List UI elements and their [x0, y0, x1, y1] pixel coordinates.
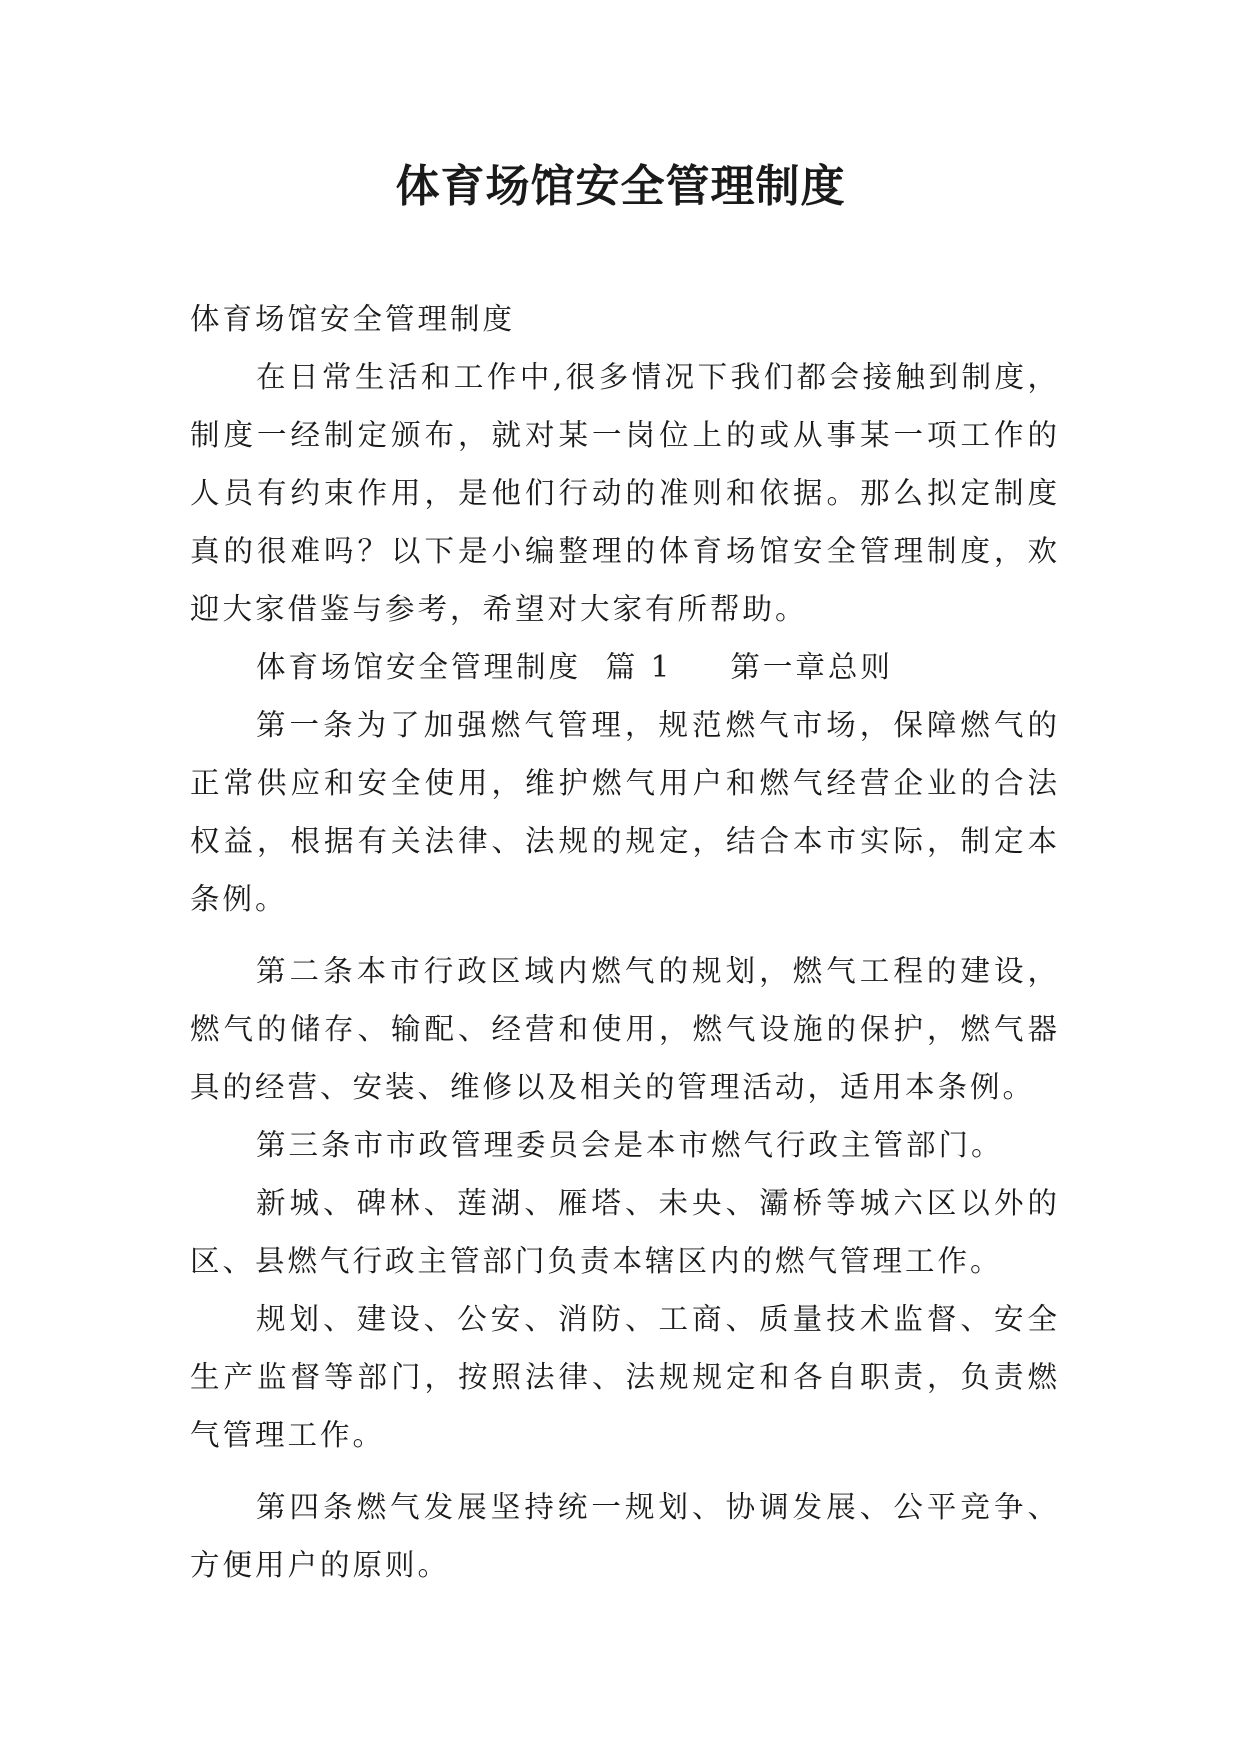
part-label: 体育场馆安全管理制度 篇 1	[256, 650, 673, 684]
document-subtitle: 体育场馆安全管理制度	[190, 302, 516, 336]
article-paragraph: 第四条燃气发展坚持统一规划、协调发展、公平竞争、方便用户的原则。	[190, 1490, 1060, 1582]
document-title: 体育场馆安全管理制度	[395, 161, 846, 212]
section-heading	[190, 638, 1060, 696]
document-body	[190, 290, 1060, 1594]
article-paragraph: 第二条本市行政区域内燃气的规划，燃气工程的建设，燃气的储存、输配、经营和使用，燃气设施的保护，燃气器具的经营、安装、维修以及相关的管理活动，适用本条例。	[190, 954, 1060, 1104]
intro-paragraph: 在日常生活和工作中,很多情况下我们都会接触到制度，制度一经制定颁布，就对某一岗位上的或从事某一项工作的人员有约束作用，是他们行动的准则和依据。那么拟定制度真的很难吗？以下是小编整理的体育场馆安全管理制度，欢迎大家借鉴与参考，希望对大家有所帮助。	[190, 360, 1060, 626]
article-paragraph: 第三条市市政管理委员会是本市燃气行政主管部门。	[256, 1128, 1004, 1162]
article-paragraph: 第一条为了加强燃气管理，规范燃气市场，保障燃气的正常供应和安全使用，维护燃气用户和燃气经营企业的合法权益，根据有关法律、法规的规定，结合本市实际，制定本条例。	[190, 708, 1060, 916]
article-paragraph: 新城、碑林、莲湖、雁塔、未央、灞桥等城六区以外的区、县燃气行政主管部门负责本辖区内的燃气管理工作。	[190, 1186, 1060, 1278]
article-paragraph: 规划、建设、公安、消防、工商、质量技术监督、安全生产监督等部门，按照法律、法规规定和各自职责，负责燃气管理工作。	[190, 1302, 1060, 1452]
chapter-label: 第一章总则	[730, 650, 893, 684]
